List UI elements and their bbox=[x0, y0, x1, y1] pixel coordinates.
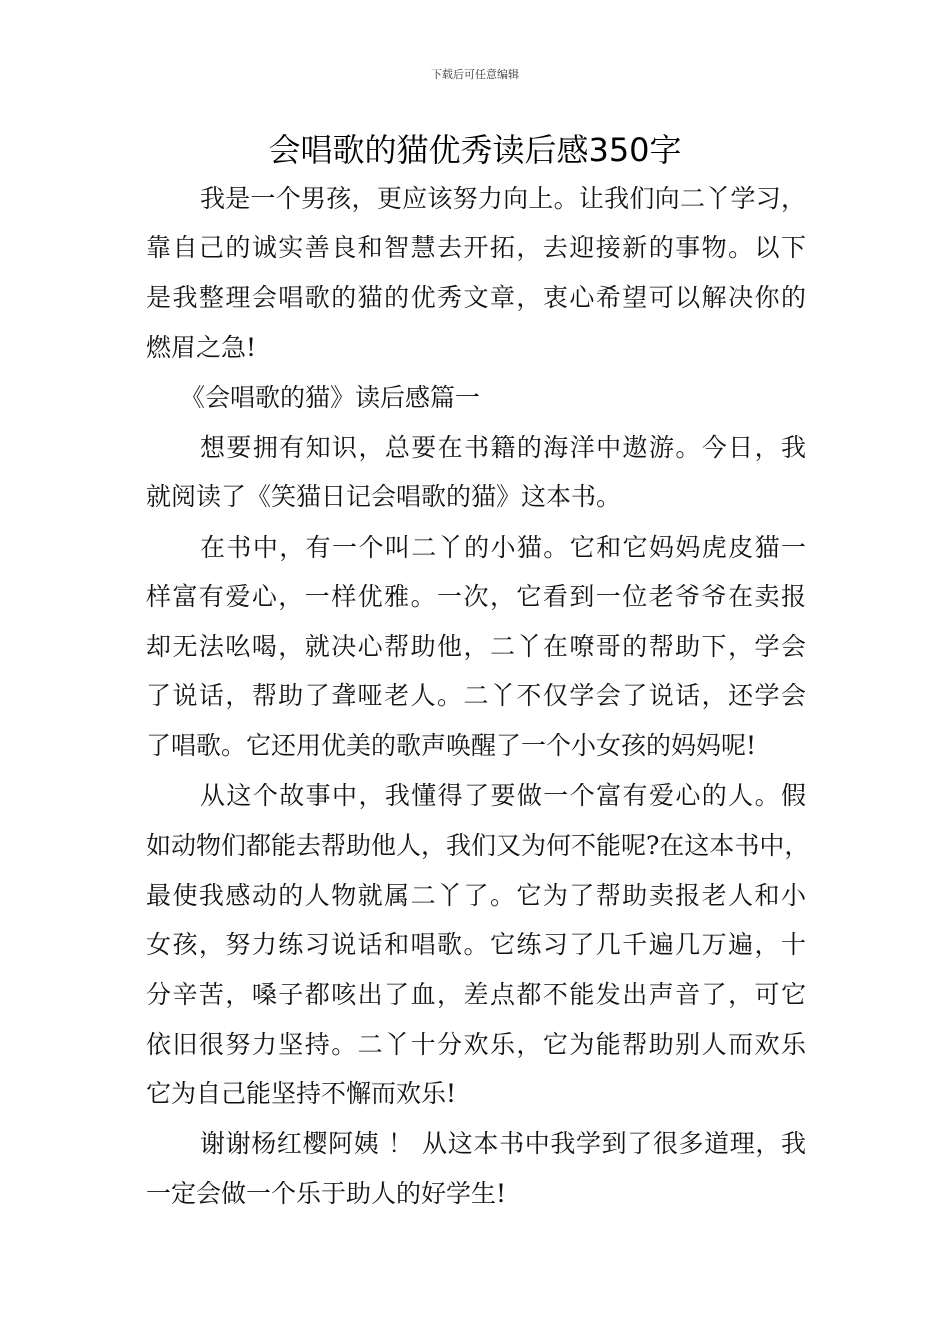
paragraph-line: 了唱歌。它还用优美的歌声唤醒了一个小女孩的妈妈呢! bbox=[146, 731, 757, 760]
paragraph-line: 女孩，努力练习说话和唱歌。它练习了几千遍几万遍，十 bbox=[146, 930, 806, 959]
paragraph-line: 依旧很努力坚持。二丫十分欢乐，它为能帮助别人而欢乐 bbox=[146, 1030, 806, 1059]
paragraph-line: 在书中，有一个叫二丫的小猫。它和它妈妈虎皮猫一 bbox=[200, 533, 806, 562]
paragraph-line: 一定会做一个乐于助人的好学生! bbox=[146, 1179, 507, 1208]
paragraph-line: 分辛苦，嗓子都咳出了血，差点都不能发出声音了，可它 bbox=[146, 980, 806, 1009]
paragraph-line: 是我整理会唱歌的猫的优秀文章，衷心希望可以解决你的 bbox=[146, 283, 806, 312]
paragraph-line: 它为自己能坚持不懈而欢乐! bbox=[146, 1079, 457, 1108]
header-note: 下载后可任意编辑 bbox=[431, 68, 519, 81]
paragraph-line: 样富有爱心，一样优雅。一次，它看到一位老爷爷在卖报 bbox=[146, 582, 806, 611]
section-heading: 《会唱歌的猫》读后感篇一 bbox=[180, 383, 481, 412]
paragraph-line: 靠自己的诚实善良和智慧去开拓，去迎接新的事物。以下 bbox=[146, 233, 806, 262]
paragraph-line: 想要拥有知识，总要在书籍的海洋中遨游。今日，我 bbox=[200, 433, 806, 462]
paragraph-line: 从这个故事中，我懂得了要做一个富有爱心的人。假 bbox=[200, 781, 806, 810]
paragraph-line: 谢谢杨红樱阿姨 ！ 从这本书中我学到了很多道理，我 bbox=[200, 1129, 806, 1158]
paragraph-line: 就阅读了《笑猫日记会唱歌的猫》这本书。 bbox=[146, 482, 622, 511]
paragraph-line: 了说话，帮助了聋哑老人。二丫不仅学会了说话，还学会 bbox=[146, 681, 806, 710]
document-title: 会唱歌的猫优秀读后感350字 bbox=[268, 131, 682, 169]
paragraph-line: 我是一个男孩，更应该努力向上。让我们向二丫学习， bbox=[200, 184, 806, 213]
paragraph-line: 最使我感动的人物就属二丫了。它为了帮助卖报老人和小 bbox=[146, 881, 806, 910]
paragraph-line: 如动物们都能去帮助他人，我们又为何不能呢?在这本书中， bbox=[146, 831, 810, 860]
paragraph-line: 燃眉之急! bbox=[146, 333, 257, 362]
paragraph-line: 却无法吆喝，就决心帮助他，二丫在嘹哥的帮助下，学会 bbox=[146, 632, 806, 661]
